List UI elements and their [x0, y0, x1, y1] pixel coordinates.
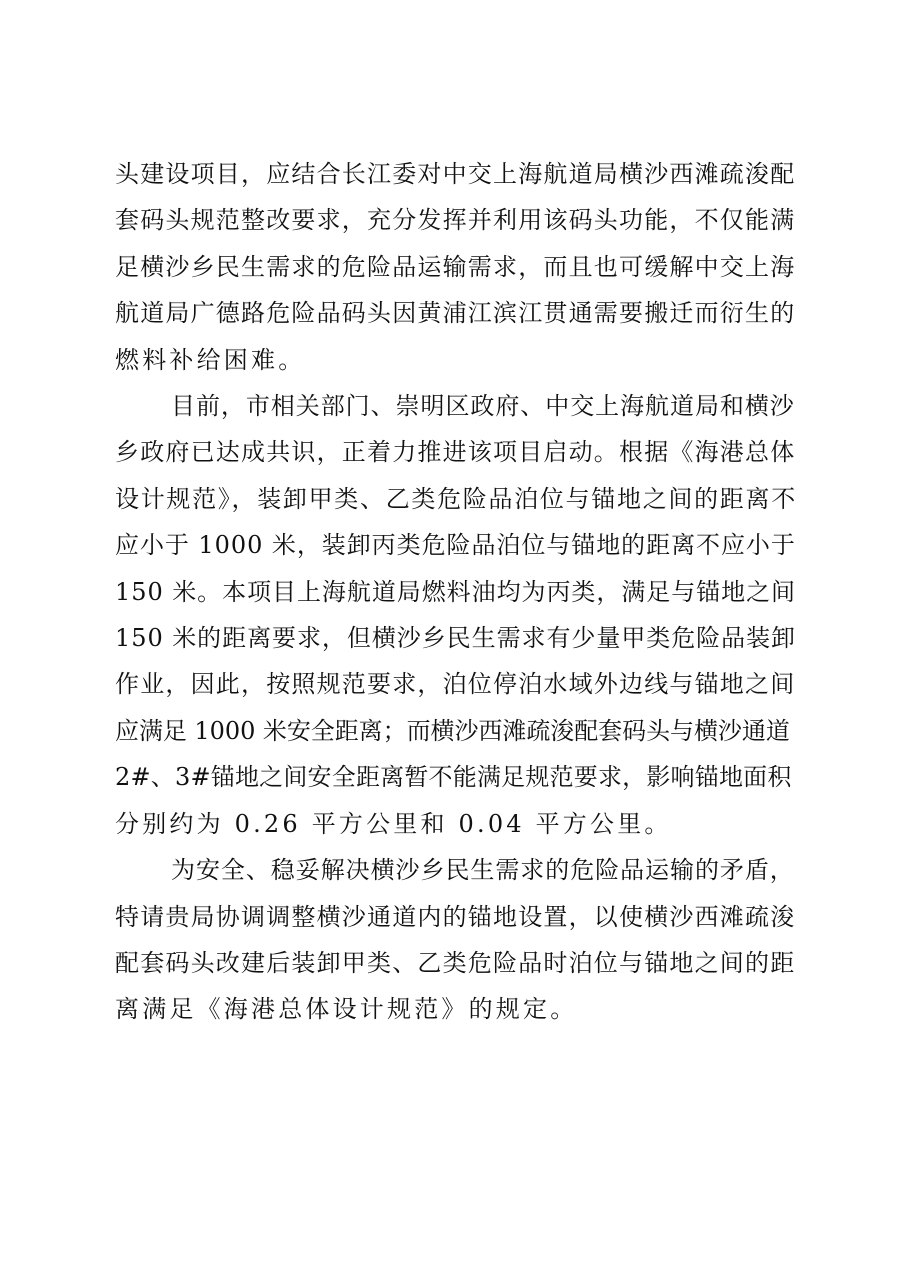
text-line: 设计规范》，装卸甲类、乙类危险品泊位与锚地之间的距离不: [115, 484, 797, 513]
text-line: 分别约为 0.26 平方公里和 0.04 平方公里。: [115, 809, 672, 838]
text-line: 配套码头改建后装卸甲类、乙类危险品时泊位与锚地之间的距: [115, 948, 796, 977]
text-line: 作业，因此，按照规范要求，泊位停泊水域外边线与锚地之间: [115, 670, 796, 699]
text-line: 特请贵局协调调整横沙通道内的锚地设置，以使横沙西滩疏浚: [115, 902, 796, 931]
text-line: 150 米。本项目上海航道局燃料油均为丙类，满足与锚地之间: [115, 577, 796, 606]
text-line: 头建设项目，应结合长江委对中交上海航道局横沙西滩疏浚配: [115, 160, 796, 188]
paragraph-3: [115, 847, 797, 1033]
text-line: 2#、3#锚地之间安全距离暂不能满足规范要求，影响锚地面积: [115, 763, 792, 792]
text-line: 为安全、稳妥解决横沙乡民生需求的危险品运输的矛盾，: [171, 856, 795, 885]
text-line: 150 米的距离要求，但横沙乡民生需求有少量甲类危险品装卸: [115, 624, 796, 653]
text-line: 燃料补给困难。: [115, 345, 306, 374]
paragraph-2: [115, 383, 797, 847]
text-line: 航道局广德路危险品码头因黄浦江滨江贯通需要搬迁而衍生的: [115, 299, 796, 328]
text-line: 足横沙乡民生需求的危险品运输需求，而且也可缓解中交上海: [115, 252, 796, 281]
text-line: 应满足 1000 米安全距离；而横沙西滩疏浚配套码头与横沙通道: [115, 716, 790, 745]
text-line: 目前，市相关部门、崇明区政府、中交上海航道局和横沙: [171, 392, 795, 421]
text-line: 离满足《海港总体设计规范》的规定。: [115, 995, 578, 1024]
text-line: 套码头规范整改要求，充分发挥并利用该码头功能，不仅能满: [115, 206, 796, 235]
paragraph-1: [115, 151, 797, 383]
document-body: [115, 151, 797, 1033]
text-line: 乡政府已达成共识，正着力推进该项目启动。根据《海港总体: [115, 438, 796, 467]
text-line: 应小于 1000 米，装卸丙类危险品泊位与锚地的距离不应小于: [115, 531, 796, 560]
